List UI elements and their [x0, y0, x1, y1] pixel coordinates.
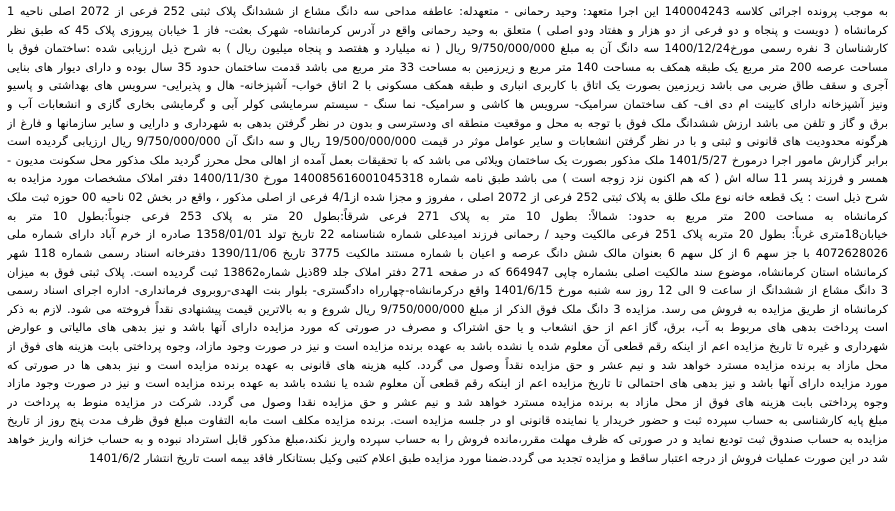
notice-text-line: مبلغ پایه کارشناسی به حساب سپرده ثبت و حضور خریدار یا نماینده قانونی او در جلسه مزایده است. برنده مزایده مکلف است مابه التفاوت مبلغ فوق ظرف مدت پنج روز از تاریخ	[7, 413, 888, 428]
notice-text-line: هرگونه محدودیت های قانونی و ثبتی و با در نظر گرفتن انشعابات و سایر عوامل موثر در قیمت 19/500/000/000 ریال و سه دانگ آن 9/750/000/000 ریال ارزیابی گردیده است	[7, 134, 888, 149]
notice-text-line-last: شد در این صورت عملیات فروش از درجه اعتبار ساقط و مزایده تجدید می گردد.ضمنا مورد مزایده طبق اعلام کتبی وکیل بستانکار فاقد بیمه است تاریخ انتشار 1401/6/2	[89, 450, 888, 465]
notice-text-line: مساحت عرصه 200 متر مربع یک طبقه همکف به مساحت 140 متر مربع و زیرزمین به مساحت 33 متر مربع می باشد قدمت ساختمان حدود 35 سال بوده و دارای دیوار های بنایی	[7, 59, 888, 74]
notice-text-line: وجوه پرداختی بابت هزینه های فوق از محل مازاد به برنده مزایده مسترد خواهد شد و نیم عشر و حق مزایده نقدا وصول می گردد. شرکت در مزایده منوط به پرداخت در	[7, 394, 888, 409]
notice-text-line: برق و گاز و تلفن می باشد ارزش ششدانگ ملک فوق با توجه به محل و موقعیت منطقه ای ودسترسی و بدون در نظر گرفتن بدهی به شهرداری و دارایی و سایر سازمانها و فارغ از	[7, 115, 888, 130]
notice-text-line: شرح ذیل است : یک قطعه خانه نوع ملک طلق به پلاک ثبتی 252 فرعی از 2072 اصلی ، مفروز و مجزا شده از4/1 فرعی از اصلی مذکور ، واقع در بخش 02 ناحیه 00 حوزه ثبت ملک	[7, 190, 888, 205]
notice-text-line: کرمانشاه به مساحت 200 متر مربع به حدود: شمالاً: بطول 10 متر به پلاک 271 فرعی شرقاً:بطول 20 متر به پلاک 253 فرعی جنوباً:بطول 10 متر به	[7, 208, 888, 223]
notice-text-line: محل مازاد به برنده مزایده مسترد خواهد شد و نیم عشر و حق مزایده نقداً وصول می گردد. کلیه هزینه های قانونی به عهده برنده مزایده است و نیز بدهی ها در صورتی که	[7, 357, 888, 372]
notice-text-line: مزایده به حساب صندوق ثبت تودیع نماید و در صورتی که ظرف مهلت مقرر،مانده فروش را به حساب سپرده واریز نکند،مبلغ مذکور قابل استرداد نبوده و به حساب خزانه واریز خواهد	[7, 432, 888, 447]
notice-text-line: کرمانشاه استان کرمانشاه، موضوع سند مالکیت اصلی بشماره چاپی 664947 که در صفحه 271 دفتر املاک جلد 89ذیل شماره13862 ثبت گردیده است. پلاک ثبتی فوق به میزان	[7, 264, 888, 279]
notice-text-line: 3 دانگ مشاع از ششدانگ از ساعت 9 الی 12 روز سه شنبه مورخ 1401/6/15 واقع درکرمانشاه-چهارراه دادگستری- بلوار بنت الهدی-روبروی فرمانداری- اداره اجرای اسناد رسمی	[7, 283, 888, 298]
notice-text-line: برابر گزارش مامور اجرا درمورخ 1401/5/27 ملک مذکور بصورت یک ساختمان ویلائی می باشد که با تحقیقات بعمل آمده از اهالی محل محرز گردید ملک مذکور محل سکونت مدیون -	[7, 152, 888, 167]
notice-text-line: به موجب پرونده اجرائی کلاسه 140004243 این اجرا متعهد: وحید رحمانی - متعهدله: عاطفه مداحی سه دانگ مشاع از ششدانگ پلاک ثبتی 252 فرعی از 2072 اصلی ناحیه 1	[7, 4, 888, 18]
notice-text-line: 4072628026 با جز سهم 6 از کل سهم 6 بعنوان مالک شش دانگ عرصه و اعیان با شماره مستند مالکیت 3775 تاریخ 1390/11/06 دفترخانه اسناد رسمی شماره 118 شهر	[7, 245, 888, 260]
notice-text-line: کارشناسان 3 نفره رسمی مورخ1400/12/24 سه دانگ آن به مبلغ 9/750/000/000 ریال ( نه میلیارد و هفتصد و پنجاه میلیون ریال ) به شرح ذیل ارزیابی شده :ساختمان فوق با	[7, 41, 888, 56]
notice-text-line: است پرداخت بدهی های مربوط به آب، برق، گاز اعم از حق انشعاب و یا حق اشتراک و مصرف در صورتی که مورد مزایده دارای آنها باشد و نیز بدهی های مالیاتی و عوارض	[7, 320, 888, 335]
notice-text-line: کرمانشاه از طریق مزایده به فروش می رسد. مزایده 3 دانگ ملک فوق الذکر از مبلغ 9/750/000/000 ریال شروع و به بالاترین قیمت پیشنهادی نقداً فروخته می شود. لازم به ذکر	[7, 301, 888, 316]
notice-text-line: مورد مزایده دارای آنها باشد و نیز بدهی های احتمالی تا تاریخ مزایده اعم از اینکه رقم قطعی آن معلوم شده یا نشده باشد به عهده برنده مزایده است و نیز در صورت وجود مازاد	[7, 376, 888, 391]
notice-text-line: ونیز آشپزخانه دارای کابینت ام دی اف- کف ساختمان سرامیک- سرویس ها کاشی و سرامیک- نما سنگ - سیستم سرمایشی کولر آبی و گرمایشی بخاری گازی و انشعابات آب و	[7, 97, 888, 112]
notice-text-line: آجری و سقف طاق ضربی می باشد زیرزمین بصورت یک اتاق با کاربری انباری و طبقه همکف مسکونی با 2 اتاق خواب- آشپزخانه- هال و پذیرایی- سرویس های بهداشتی و پاسیو	[7, 78, 888, 93]
notice-text-line: شهرداری و غیره تا تاریخ مزایده اعم از اینکه رقم قطعی آن معلوم شده یا نشده باشد به عهده برنده مزایده است و نیز در صورت وجود مازاد، وجوه پرداختی بابت هزینه های فوق از	[7, 338, 888, 353]
notice-text-line: همسر و فرزند پسر 11 ساله اش ( که هم اکنون نزد زوجه است ) می باشد طبق نامه شماره 140085616001045318 مورخ 1400/11/30 دفتر املاک مشخصات مورد مزایده به	[7, 171, 888, 186]
notice-text-line: کرمانشاه ( دویست و پنجاه و دو فرعی از دو هزار و هفتاد ودو اصلی ) متعلق به وحید رحمانی واقع در آدرس کرمانشاه- شهرک بعثت- فاز 1 خیابان پیروزی پلاک 45 که طبق نظر	[7, 22, 888, 37]
notice-text-line: خیابان18متری غرباً: بطول 20 متربه پلاک 251 فرعی مالکیت وحید / رحمانی فرزند امیدعلی شماره شناسنامه 22 تاریخ تولد 1358/01/01 صادره از خرم آباد دارای شماره ملی	[7, 227, 888, 242]
